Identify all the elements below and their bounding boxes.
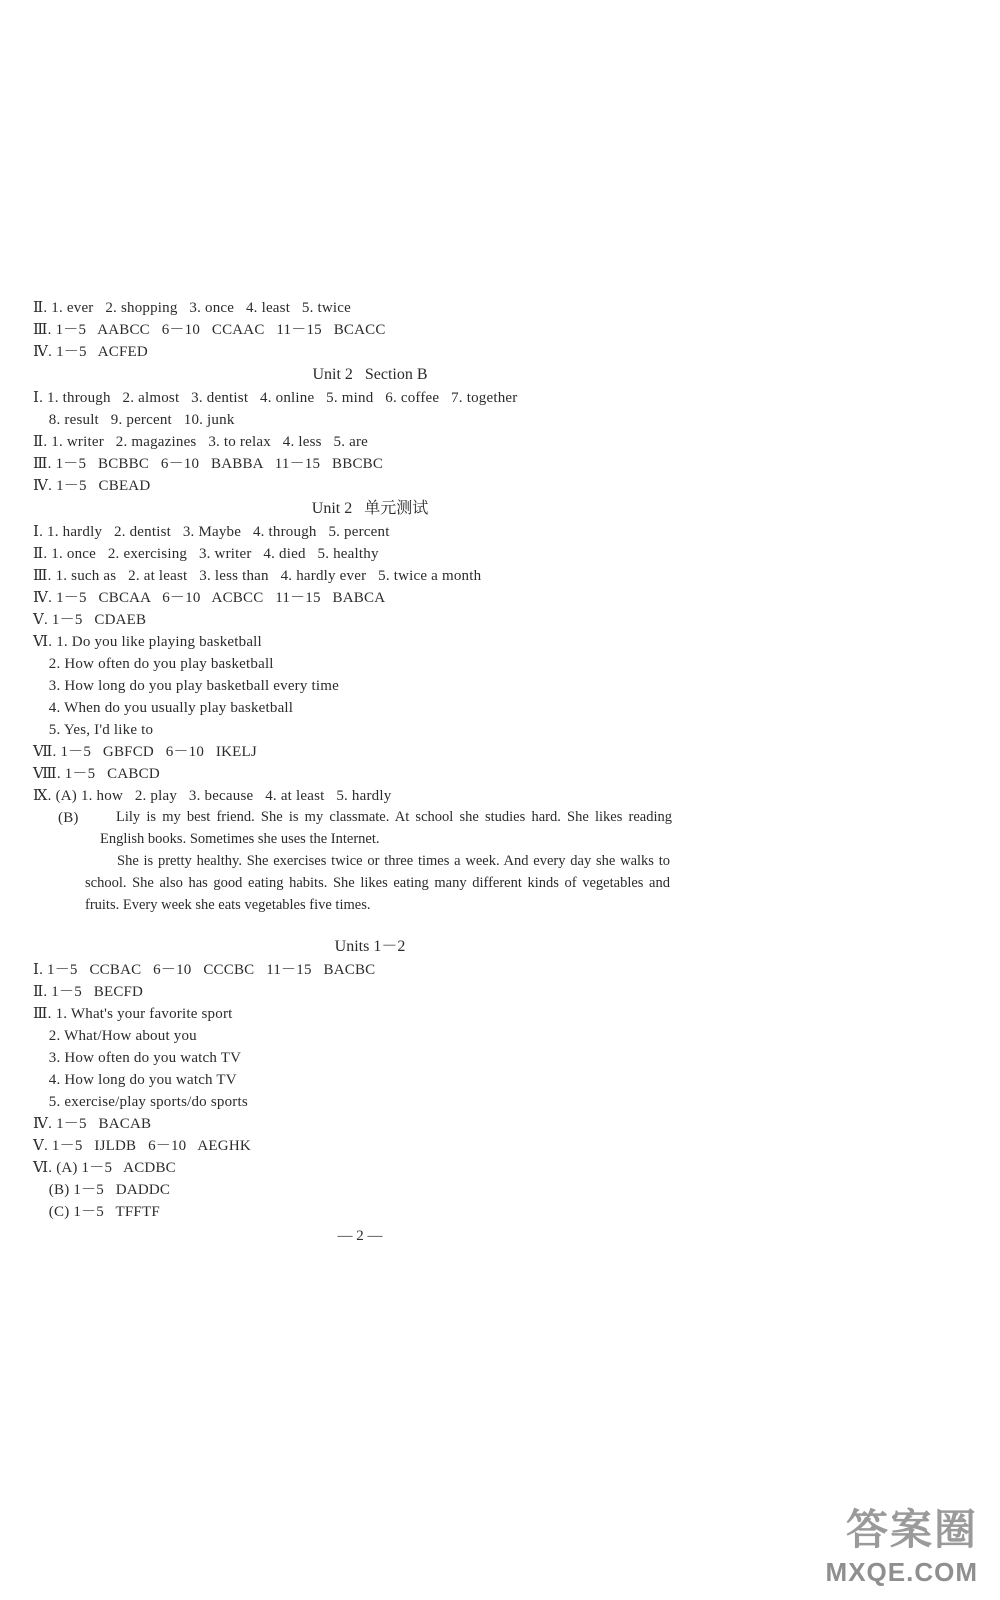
answer-line: Ⅰ. 1. hardly 2. dentist 3. Maybe 4. through 5. percent (33, 524, 390, 540)
watermark-url: MXQE.COM (825, 1557, 978, 1587)
answer-line: Ⅱ. 1. once 2. exercising 3. writer 4. died 5. healthy (33, 546, 379, 562)
answer-line: 3. How often do you watch TV (33, 1050, 242, 1066)
section-heading: Unit 2 单元测试 (311, 500, 429, 517)
answer-line: Ⅱ. 1. writer 2. magazines 3. to relax 4. less 5. are (33, 434, 369, 450)
answer-line: Ⅵ. (A) 1－5 ACDBC (33, 1160, 176, 1176)
page-number: — 2 — (337, 1228, 383, 1244)
section-heading: Units 1－2 (334, 938, 406, 955)
answer-line: Ⅳ. 1－5 ACFED (33, 344, 148, 360)
writing-paragraph-1: Lily is my best friend. She is my classmate. At school she studies hard. She likes reading English books. Sometimes she uses the Internet. (100, 809, 672, 847)
answer-line: 2. What/How about you (33, 1028, 197, 1044)
watermark-logo: 答案圈 (845, 1508, 978, 1554)
answer-line: Ⅳ. 1－5 BACAB (33, 1116, 152, 1132)
answer-line: Ⅴ. 1－5 IJLDB 6－10 AEGHK (33, 1138, 251, 1154)
answer-line: Ⅱ. 1－5 BECFD (33, 984, 144, 1000)
answer-line: Ⅲ. 1－5 AABCC 6－10 CCAAC 11－15 BCACC (33, 322, 386, 338)
answer-line: Ⅲ. 1. such as 2. at least 3. less than 4. hardly ever 5. twice a month (33, 568, 482, 584)
answer-line: Ⅸ. (A) 1. how 2. play 3. because 4. at least 5. hardly (33, 788, 392, 804)
section-heading: Unit 2 Section B (312, 366, 428, 383)
answer-line: Ⅰ. 1. through 2. almost 3. dentist 4. online 5. mind 6. coffee 7. together (33, 390, 518, 406)
answer-line: 3. How long do you play basketball every time (33, 678, 339, 694)
answer-line: Ⅶ. 1－5 GBFCD 6－10 IKELJ (33, 744, 257, 760)
answer-line: 2. How often do you play basketball (33, 656, 274, 672)
writing-paragraph-2: She is pretty healthy. She exercises twice or three times a week. And every day she walks to school. She also has good eating habits. She likes eating many different kinds of vegetables and fruits. Every week she eats vegetables five times. (85, 853, 670, 913)
answer-line: 4. How long do you watch TV (33, 1072, 237, 1088)
answer-line: Ⅳ. 1－5 CBEAD (33, 478, 151, 494)
part-b-label: (B) (58, 810, 79, 826)
answer-line: Ⅲ. 1. What's your favorite sport (33, 1006, 233, 1022)
answer-line: Ⅴ. 1－5 CDAEB (33, 612, 147, 628)
answer-line: 5. exercise/play sports/do sports (33, 1094, 248, 1110)
answer-line: 4. When do you usually play basketball (33, 700, 294, 716)
answer-line: Ⅲ. 1－5 BCBBC 6－10 BABBA 11－15 BBCBC (33, 456, 384, 472)
answer-line: 8. result 9. percent 10. junk (33, 412, 235, 428)
answer-line: (C) 1－5 TFFTF (33, 1204, 160, 1220)
answer-line: 5. Yes, I'd like to (33, 722, 154, 738)
answer-line: (B) 1－5 DADDC (33, 1182, 171, 1198)
answer-line: Ⅱ. 1. ever 2. shopping 3. once 4. least 5. twice (33, 300, 351, 316)
answer-line: Ⅳ. 1－5 CBCAA 6－10 ACBCC 11－15 BABCA (33, 590, 386, 606)
watermark (826, 1497, 978, 1588)
answer-line: Ⅷ. 1－5 CABCD (33, 766, 160, 782)
answer-line: Ⅰ. 1－5 CCBAC 6－10 CCCBC 11－15 BACBC (33, 962, 376, 978)
answer-line: Ⅵ. 1. Do you like playing basketball (33, 634, 262, 650)
